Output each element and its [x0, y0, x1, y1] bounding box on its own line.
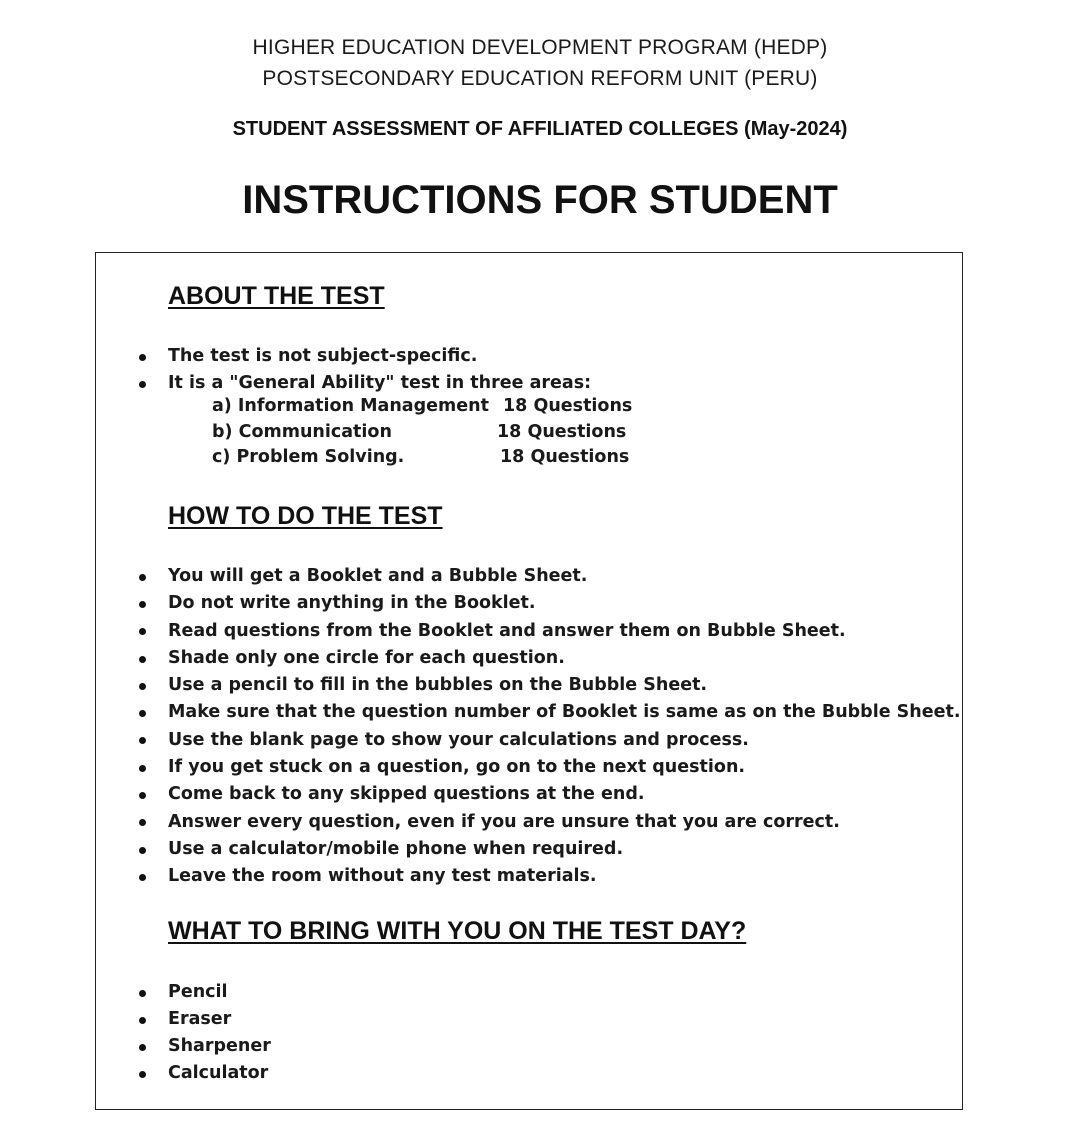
what-to-bring-list [135, 979, 271, 1087]
bullet-icon [139, 847, 146, 854]
list-item-text: Pencil [168, 982, 228, 1002]
list-item-text: Read questions from the Booklet and answer them on Bubble Sheet. [168, 620, 846, 641]
bullet-icon [139, 354, 146, 361]
list-item-text: Come back to any skipped questions at the end. [168, 784, 645, 805]
list-item-text: Leave the room without any test materials. [168, 866, 597, 887]
org-name-line-2: POSTSECONDARY EDUCATION REFORM UNIT (PERU) [262, 67, 818, 90]
list-item [135, 699, 960, 726]
bullet-icon [139, 874, 146, 881]
list-item [135, 727, 960, 754]
list-item [135, 1033, 271, 1060]
bullet-icon [139, 628, 146, 635]
list-item-text: Calculator [168, 1063, 269, 1083]
list-item [135, 563, 960, 590]
about-test-heading: ABOUT THE TEST [168, 282, 385, 310]
bullet-icon [139, 1017, 146, 1024]
list-item [135, 1060, 271, 1087]
test-area-row [212, 447, 630, 467]
bullet-icon [139, 1071, 146, 1078]
list-item [135, 979, 271, 1006]
list-item-text: Use a pencil to fill in the bubbles on the Bubble Sheet. [168, 675, 708, 696]
list-item-text: It is a "General Ability" test in three areas: [168, 373, 592, 393]
list-item-text: Use a calculator/mobile phone when required. [168, 838, 624, 859]
list-item [135, 836, 960, 863]
bullet-icon [139, 683, 146, 690]
bullet-icon [139, 574, 146, 581]
list-item-text: Answer every question, even if you are unsure that you are correct. [168, 811, 840, 832]
list-item [135, 781, 960, 808]
list-item [135, 1006, 271, 1033]
list-item-text: Eraser [168, 1009, 232, 1029]
list-item-text: Shade only one circle for each question. [168, 647, 565, 668]
list-item [135, 672, 960, 699]
list-item-text: You will get a Booklet and a Bubble Sheet. [168, 566, 588, 586]
list-item [135, 370, 591, 397]
list-item-text: Make sure that the question number of Booklet is same as on the Bubble Sheet. [168, 702, 961, 723]
list-item-text: Sharpener [168, 1036, 271, 1056]
bullet-icon [139, 710, 146, 717]
bullet-icon [139, 737, 146, 744]
list-item-text: The test is not subject-specific. [168, 346, 478, 366]
list-item [135, 590, 960, 617]
test-area-row [212, 396, 633, 416]
assessment-title: STUDENT ASSESSMENT OF AFFILIATED COLLEGES (May-2024) [232, 118, 848, 140]
org-name-line-1: HIGHER EDUCATION DEVELOPMENT PROGRAM (HEDP) [252, 36, 828, 59]
about-test-list [135, 343, 591, 397]
test-area-row [212, 422, 627, 442]
what-to-bring-heading: WHAT TO BRING WITH YOU ON THE TEST DAY? [168, 917, 747, 945]
test-area-questions: 18 Questions [500, 447, 630, 467]
list-item-text: Do not write anything in the Booklet. [168, 593, 536, 614]
how-to-do-test-list [135, 563, 960, 891]
test-area-label: a) Information Management [212, 396, 489, 416]
bullet-icon [139, 656, 146, 663]
bullet-icon [139, 601, 146, 608]
list-item [135, 645, 960, 672]
test-area-questions: 18 Questions [503, 396, 633, 416]
test-area-label: b) Communication [212, 422, 392, 442]
bullet-icon [139, 819, 146, 826]
list-item [135, 754, 960, 781]
bullet-icon [139, 990, 146, 997]
page-title: INSTRUCTIONS FOR STUDENT [242, 178, 838, 222]
list-item [135, 618, 960, 645]
list-item-text: If you get stuck on a question, go on to the next question. [168, 757, 746, 778]
bullet-icon [139, 381, 146, 388]
how-to-do-test-heading: HOW TO DO THE TEST [168, 502, 443, 530]
list-item [135, 863, 960, 890]
bullet-icon [139, 765, 146, 772]
bullet-icon [139, 1044, 146, 1051]
list-item-text: Use the blank page to show your calculations and process. [168, 729, 749, 750]
test-area-label: c) Problem Solving. [212, 447, 405, 467]
list-item [135, 343, 591, 370]
bullet-icon [139, 792, 146, 799]
list-item [135, 809, 960, 836]
test-area-questions: 18 Questions [497, 422, 627, 442]
